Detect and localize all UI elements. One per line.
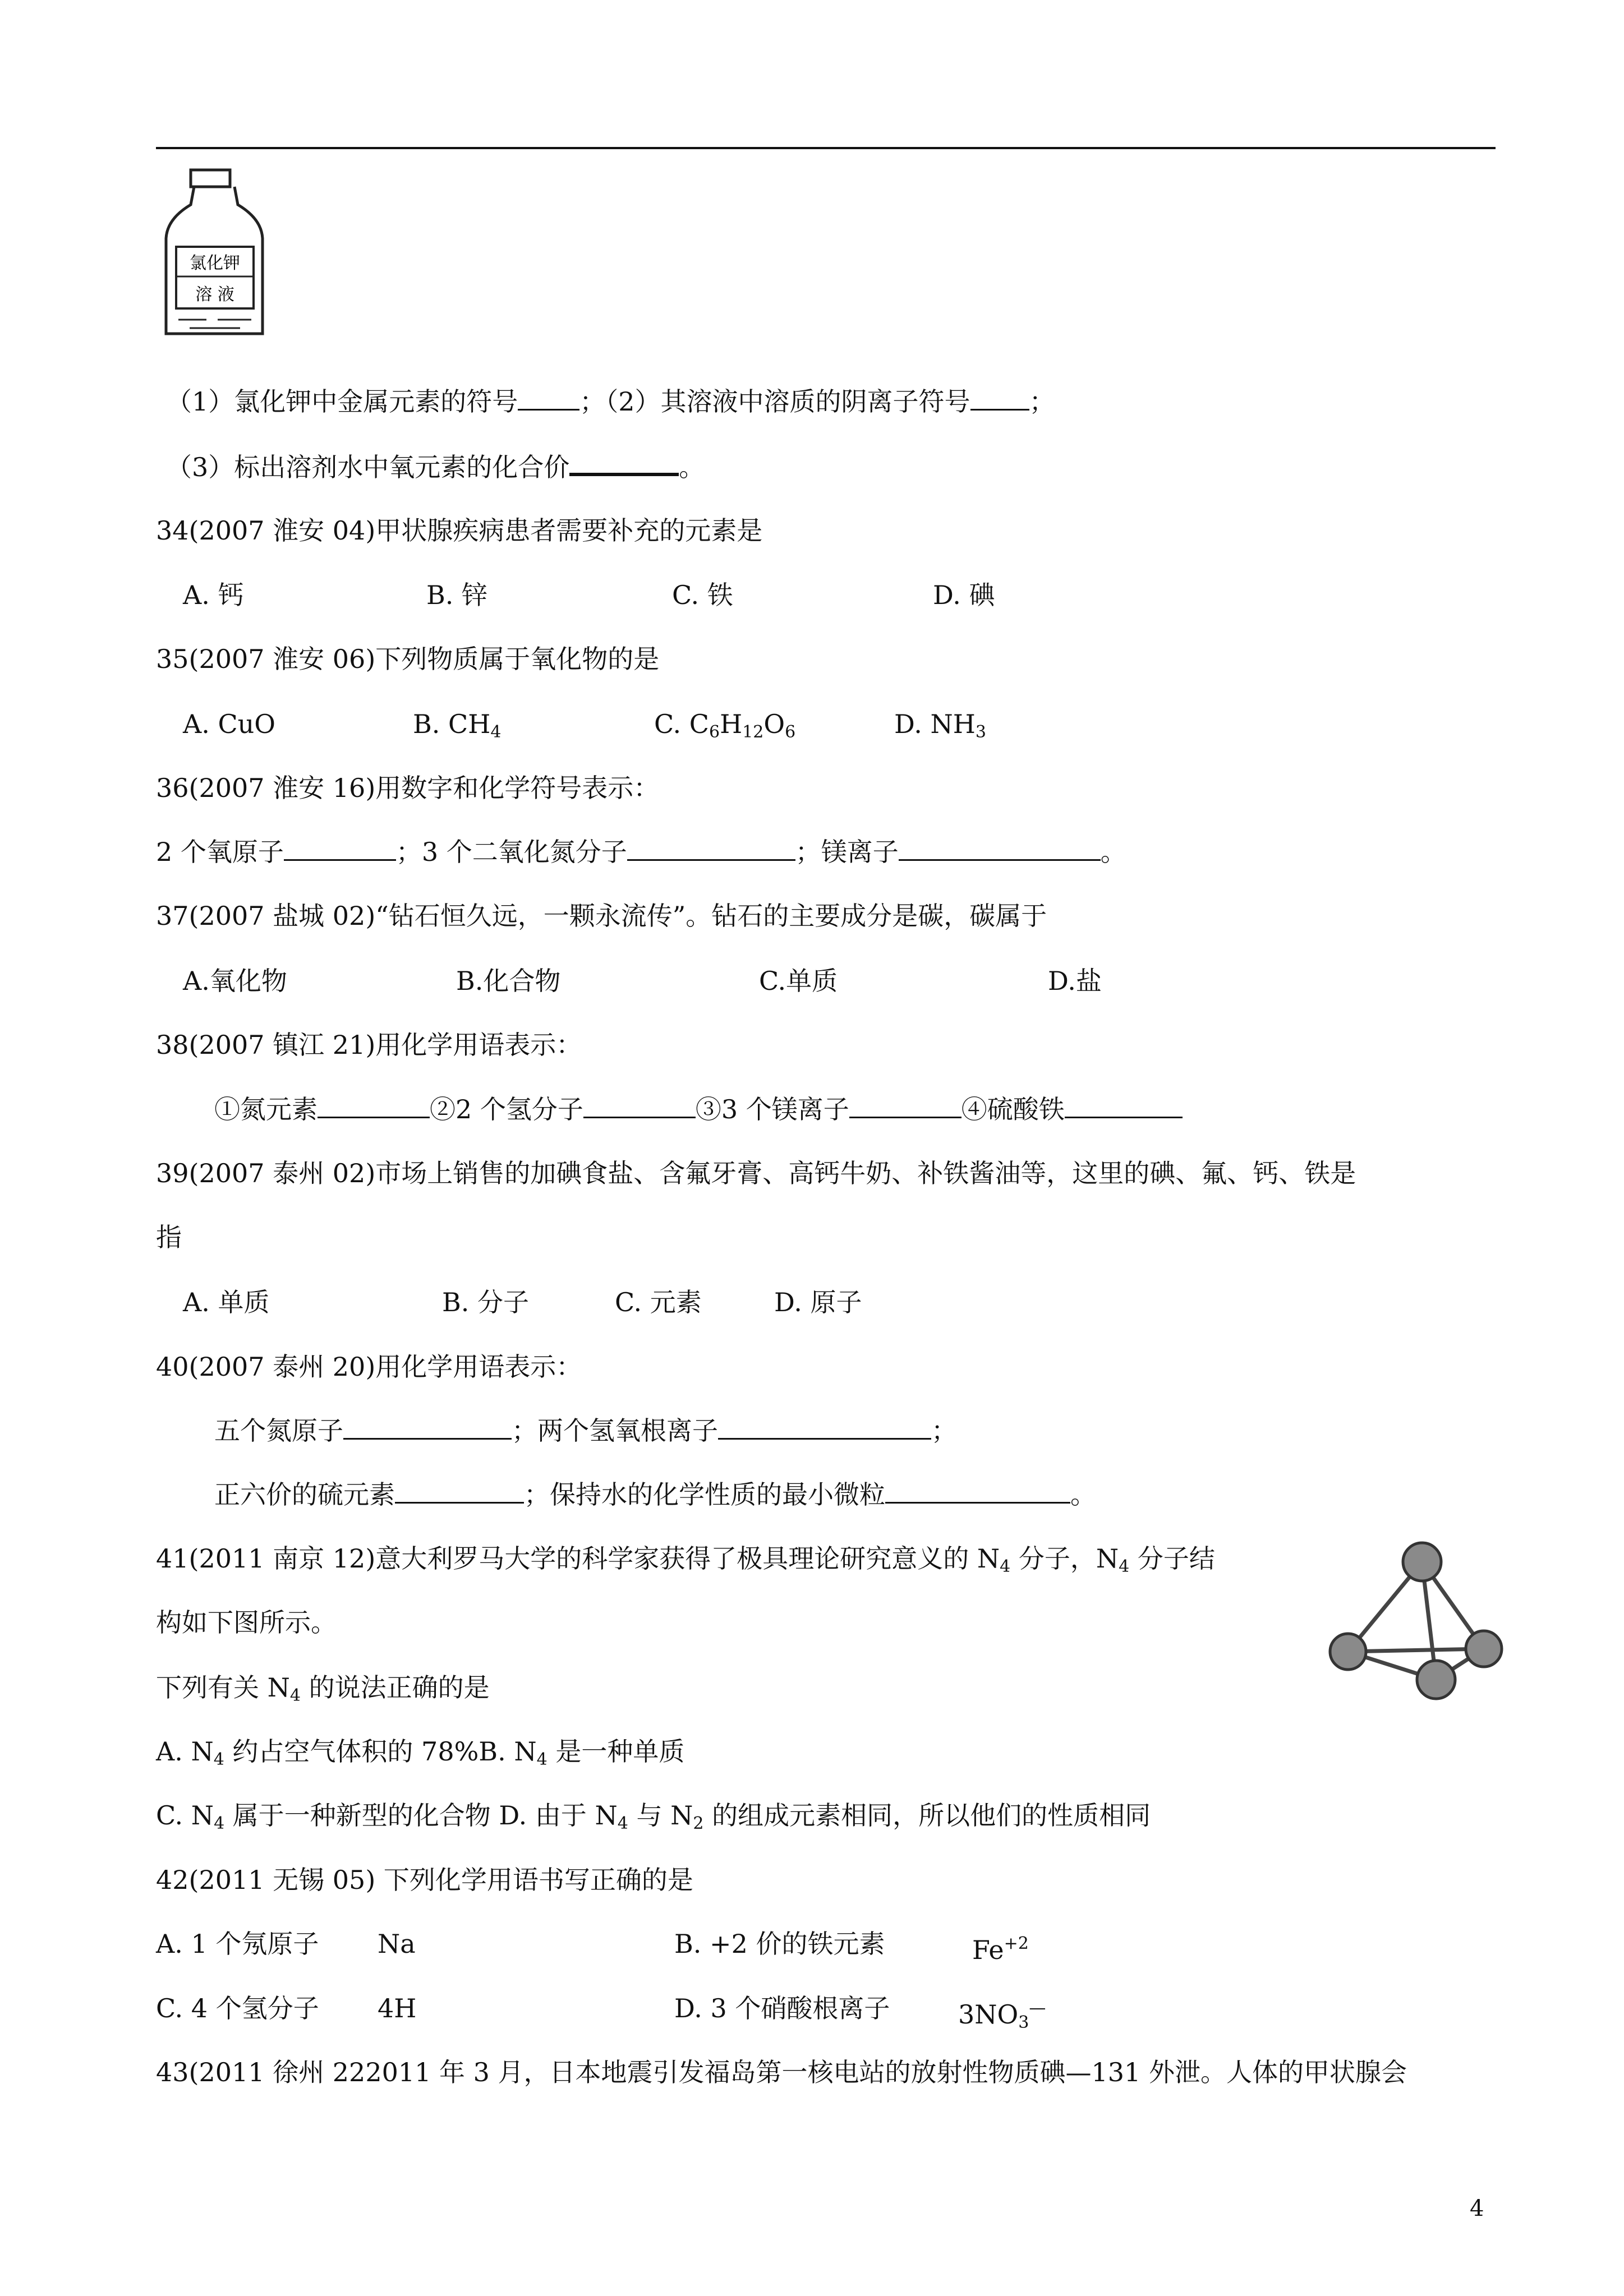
q34-option-a[interactable]: A. 钙 [183, 580, 244, 610]
q36-blank-3[interactable] [899, 831, 1101, 861]
q35-option-d[interactable]: D. $NH_3$ [894, 709, 986, 742]
q38-blank-2[interactable] [583, 1089, 696, 1118]
q42-option-d-symbol: $3NO_3^—$ [958, 1998, 1046, 2032]
q42-options-ab [156, 1921, 1496, 1967]
bottle-label-line2: 溶 液 [195, 285, 234, 305]
q41-question: 下列有关 $N_4$ 的说法正确的是 [156, 1672, 490, 1705]
q34-stem: 34(2007 淮安 04)甲状腺疾病患者需要补充的元素是 [156, 515, 763, 546]
q35-option-a[interactable]: A. CuO [183, 709, 275, 739]
q38-line: ①氮元素 ②2 个氢分子 ③3 个镁离子 ④硫酸铁 [214, 1086, 1183, 1132]
q36-blank-2[interactable] [627, 831, 795, 861]
q42-option-c[interactable]: C. 4 个氢分子 [156, 1993, 319, 2023]
q40-blank-2[interactable] [718, 1410, 931, 1440]
q36-line: 2 个氧原子 ；3 个二氧化氮分子 ；镁离子 。 [156, 829, 1126, 875]
q39-stem-line1: 39(2007 泰州 02)市场上销售的加碘食盐、含氟牙膏、高钙牛奶、补铁酱油等，这里的碘、氟、钙、铁是 [156, 1158, 1356, 1188]
q37-options [183, 958, 1496, 1004]
q38-blank-4[interactable] [1065, 1089, 1183, 1118]
q33-line1: （1）氯化钾中金属元素的符号 ；（2）其溶液中溶质的阴离子符号 ； [166, 379, 1055, 425]
q35-stem: 35(2007 淮安 06)下列物质属于氧化物的是 [156, 644, 660, 674]
q39-options [183, 1279, 1496, 1325]
q37-option-b[interactable]: B.化合物 [456, 966, 561, 996]
q40-blank-4[interactable] [885, 1474, 1070, 1504]
q37-stem: 37(2007 盐城 02)“钻石恒久远，一颗永流传”。钻石的主要成分是碳，碳属于 [156, 901, 1047, 931]
q40-blank-3[interactable] [395, 1474, 524, 1504]
q35-option-c[interactable]: C. $C_6H_{12}O_6$ [654, 709, 796, 742]
header-rule [156, 147, 1496, 149]
q33-blank-1[interactable] [518, 381, 579, 411]
n4-molecule-figure [1321, 1537, 1529, 1722]
q42-option-b[interactable]: B. +2 价的铁元素 [674, 1929, 885, 1959]
q42-options-cd [156, 1985, 1496, 2031]
q38-stem: 38(2007 镇江 21)用化学用语表示： [156, 1030, 582, 1060]
atom-left [1330, 1634, 1366, 1670]
q33-blank-2[interactable] [970, 381, 1029, 411]
q38-blank-3[interactable] [849, 1089, 961, 1118]
bottle-label-line1: 氯化钾 [190, 253, 240, 273]
q42-option-c-symbol: 4H [378, 1993, 417, 2023]
atom-front [1417, 1661, 1455, 1699]
q37-option-c[interactable]: C.单质 [759, 966, 838, 996]
q35-options [183, 701, 1496, 747]
q39-stem-line2: 指 [156, 1222, 182, 1252]
q39-option-b[interactable]: B. 分子 [442, 1287, 530, 1317]
q34-options [183, 572, 1496, 618]
q34-option-c[interactable]: C. 铁 [672, 580, 733, 610]
q33-blank-3[interactable] [569, 445, 679, 476]
q34-option-b[interactable]: B. 锌 [426, 580, 488, 610]
q41-stem-line2: 构如下图所示。 [156, 1607, 337, 1638]
q40-stem: 40(2007 泰州 20)用化学用语表示： [156, 1352, 582, 1382]
q40-blank-1[interactable] [343, 1410, 512, 1440]
q41-stem-line1: 41(2011 南京 12)意大利罗马大学的科学家获得了极具理论研究意义的 $N_4$ 分子，$N_4$ 分子结 [156, 1543, 1215, 1576]
q40-line2: 正六价的硫元素 ；保持水的化学性质的最小微粒 。 [214, 1472, 1096, 1518]
q41-options-ab[interactable]: A. $N_4$ 约占空气体积的 78%B. $N_4$ 是一种单质 [156, 1736, 685, 1769]
q42-option-a[interactable]: A. 1 个氖原子 [156, 1929, 319, 1959]
q42-stem: 42(2011 无锡 05) 下列化学用语书写正确的是 [156, 1865, 693, 1895]
q36-blank-1[interactable] [284, 831, 396, 861]
q37-option-a[interactable]: A.氧化物 [183, 966, 287, 996]
q40-line1: 五个氮原子 ；两个氢氧根离子 ； [214, 1408, 957, 1454]
q35-option-b[interactable]: B. $CH_4$ [413, 709, 502, 742]
q38-blank-1[interactable] [318, 1089, 430, 1118]
q42-option-b-symbol: $Fe^{+2}$ [972, 1934, 1029, 1965]
q39-option-c[interactable]: C. 元素 [615, 1287, 702, 1317]
q39-option-d[interactable]: D. 原子 [774, 1287, 862, 1317]
q42-option-a-symbol: Na [378, 1929, 416, 1959]
q34-option-d[interactable]: D. 碘 [933, 580, 995, 610]
q39-option-a[interactable]: A. 单质 [183, 1287, 270, 1317]
q37-option-d[interactable]: D.盐 [1048, 966, 1102, 996]
q36-stem: 36(2007 淮安 16)用数字和化学符号表示： [156, 773, 660, 803]
q42-option-d[interactable]: D. 3 个硝酸根离子 [674, 1993, 890, 2023]
q43-stem: 43(2011 徐州 222011 年 3 月，日本地震引发福岛第一核电站的放射性物质碘—131 外泄。人体的甲状腺会 [156, 2057, 1407, 2087]
atom-right [1466, 1631, 1502, 1667]
reagent-bottle-figure [156, 165, 274, 342]
q33-line2: （3）标出溶剂水中氧元素的化合价 。 [166, 444, 705, 490]
atom-top [1403, 1543, 1441, 1581]
q41-options-cd[interactable]: C. $N_4$ 属于一种新型的化合物 D. 由于 $N_4$ 与 $N_2$ 的组成元素相同，所以他们的性质相同 [156, 1800, 1151, 1833]
page-number: 4 [1470, 2196, 1484, 2221]
